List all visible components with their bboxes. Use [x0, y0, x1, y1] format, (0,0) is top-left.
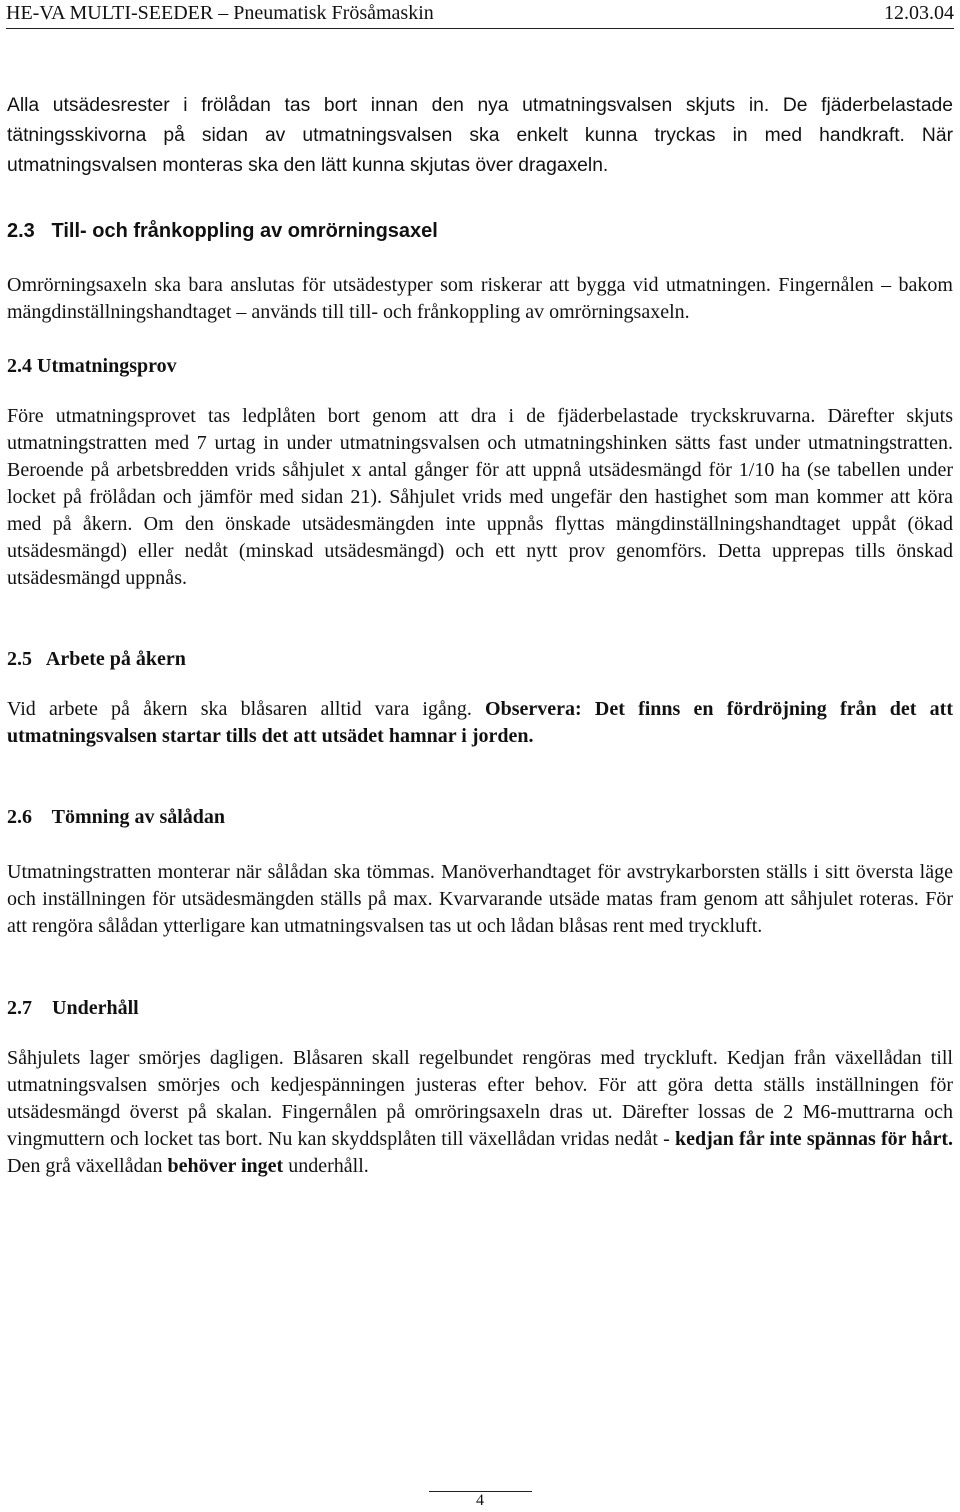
section-number: 2.4	[7, 355, 32, 377]
section-number: 2.7	[7, 997, 32, 1019]
section-number: 2.3	[7, 220, 35, 242]
section-2-3-paragraph: Omrörningsaxeln ska bara anslutas för utsädestyper som riskerar att bygga vid utmatningen. Fingernålen – bakom mängdinställningshandtaget – används till till- och frånkoppling av omrörningsaxeln.	[7, 274, 953, 323]
header-title: HE-VA MULTI-SEEDER – Pneumatisk Frösåmaskin	[6, 2, 434, 24]
section-title: Arbete på åkern	[45, 648, 186, 670]
document-body	[7, 91, 953, 1180]
page-number: 4	[476, 1492, 484, 1509]
section-title: Underhåll	[52, 997, 139, 1019]
warning-text: kedjan får inte spännas för hårt.	[674, 1128, 954, 1150]
section-2-7-paragraph	[7, 1045, 953, 1180]
section-heading-2-3	[7, 218, 953, 245]
emphasis-text: behöver inget	[167, 1155, 284, 1177]
intro-paragraph: Alla utsädesrester i frölådan tas bort innan den nya utmatningsvalsen skjuts in. De fjäderbelastade tätningsskivorna på sidan av utmatningsvalsen ska enkelt kunna tryckas in med handkraft. När utmatningsvalsen monteras ska den lätt kunna skjutas över dragaxeln.	[7, 95, 953, 176]
paragraph-text: underhåll.	[283, 1155, 369, 1177]
paragraph-text: Vid arbete på åkern ska blåsaren alltid vara igång.	[7, 698, 486, 720]
header-date: 12.03.04	[884, 2, 954, 24]
section-title: Till- och frånkoppling av omrörningsaxel	[51, 220, 438, 242]
section-number: 2.5	[7, 648, 32, 670]
section-heading-2-6	[7, 804, 953, 831]
section-title: Utmatningsprov	[37, 355, 177, 377]
page-header	[6, 0, 954, 29]
paragraph-text: Såhjulets lager smörjes dagligen. Blåsaren skall regelbundet rengöras med tryckluft. Kedjan från växellådan till utmatningsvalsen smörjes och kedjespänningen justeras efter behov. För att göra detta ställs inställningen för utsädesmängd överst på skalan. Fingernålen på omröringsaxeln dras ut. Därefter lossas de 2 M6-muttrarna och vingmuttern och locket tas bort. Nu kan skyddsplåten till växellådan vridas nedåt -	[7, 1047, 953, 1150]
section-number: 2.6	[7, 806, 32, 828]
section-title: Tömning av sålådan	[51, 806, 226, 828]
section-heading-2-7	[7, 995, 953, 1022]
section-2-5-paragraph	[7, 696, 953, 750]
paragraph-text: Den grå växellådan	[7, 1155, 168, 1177]
warning-text: Observera: Det finns en fördröjning från det att utmatningsvalsen startar tills det att utsädet hamnar i jorden.	[7, 698, 953, 747]
section-2-6-paragraph: Utmatningstratten monterar när sålådan ska tömmas. Manöverhandtaget för avstrykarborsten ställs i sitt översta läge och inställningen för utsädesmängden ställs på max. Kvarvarande utsäde matas fram genom att såhjulet roteras. För att rengöra sålådan ytterligare kan utmatningsvalsen tas ut och lådan blåsas rent med tryckluft.	[7, 861, 953, 937]
section-heading-2-5	[7, 646, 953, 673]
section-heading-2-4	[7, 353, 953, 380]
section-2-4-paragraph: Före utmatningsprovet tas ledplåten bort genom att dra i de fjäderbelastade tryckskruvarna. Därefter skjuts utmatningstratten med 7 urtag in under utmatningsvalsen och utmatningshinken sätts fast under utmatningstratten. Beroende på arbetsbredden vrids såhjulet x antal gånger för att uppnå utsädesmängd för 1/10 ha (se tabellen under locket på frölådan och jämför med sidan 21). Såhjulet vrids med ungefär den hastighet som man kommer att köra med på åkern. Om den önskade utsädesmängden inte uppnås flyttas mängdinställningshandtaget uppåt (ökad utsädesmängd) eller nedåt (minskad utsädesmängd) och ett nytt prov genomförs. Detta upprepas tills önskad utsädesmängd uppnås.	[7, 405, 953, 589]
